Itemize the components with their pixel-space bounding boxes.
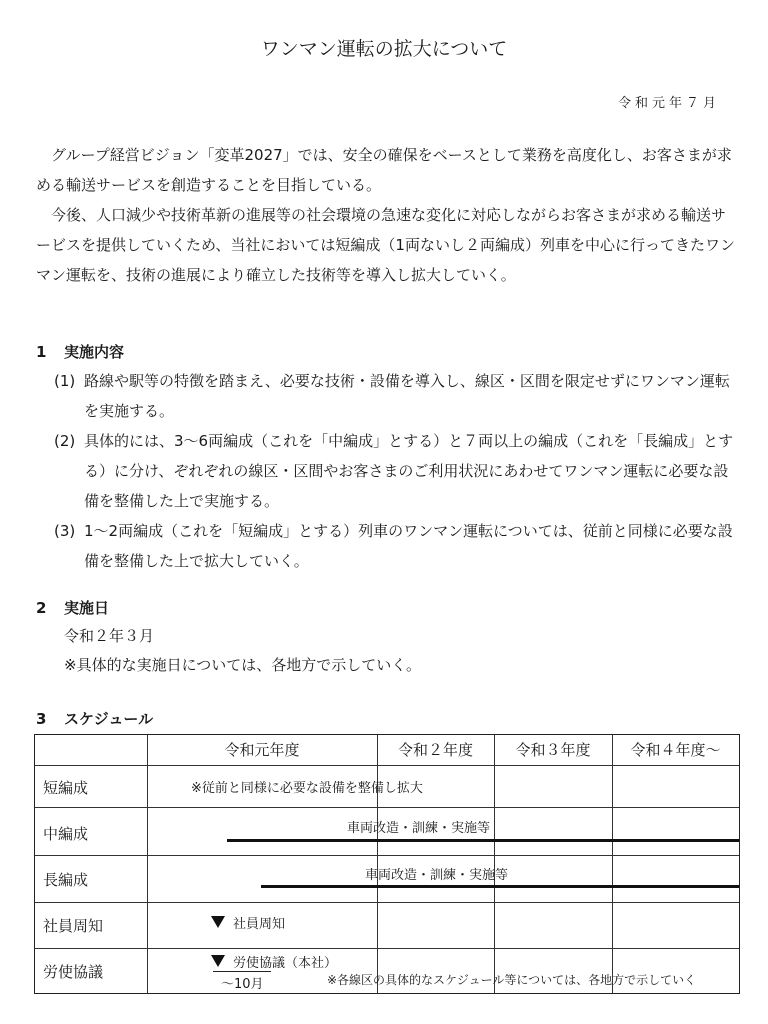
- labor-talks-note: 労使協議（本社）: [233, 956, 338, 971]
- intro-paragraph-2: 今後、人口減少や技術革新の進展等の社会環境の急速な変化に対応しながらお客さまが求める輸送サービスを提供していくため、当社においては短編成（1両ないし２両編成）列車を中心に行ってきたワンマン運転を、技術の進展により確立した技術等を導入し拡大していく。: [36, 206, 735, 284]
- row-divider: [35, 855, 739, 856]
- schedule-footnote: ※各線区の具体的なスケジュール等については、各地方で示していく: [327, 973, 697, 987]
- section-number: 3: [36, 710, 47, 728]
- short-train-note: ※従前と同様に必要な設備を整備し拡大: [191, 781, 423, 796]
- item-text: 具体的には、3〜6両編成（これを「中編成」とする）と７両以上の編成（これを「長編成」とする）に分け、ぞれぞれの線区・区間やお客さまのご利用状況にあわせてワンマン運転に必要な設備を整備した上で実施する。: [84, 432, 734, 510]
- section-1-heading: [36, 341, 124, 362]
- row-label-staff-notice: 社員周知: [43, 917, 104, 935]
- section-title: スケジュール: [64, 710, 154, 728]
- labor-talks-span-line: [213, 971, 271, 972]
- row-divider: [35, 902, 739, 903]
- section-2-heading: [36, 597, 109, 618]
- labor-talks-period: 〜10月: [221, 977, 264, 992]
- row-divider: [35, 807, 739, 808]
- row-divider: [35, 765, 739, 766]
- document-title: ワンマン運転の拡大について: [260, 38, 508, 60]
- implementation-note: ※具体的な実施日については、各地方で示していく。: [64, 656, 421, 674]
- medium-train-bar: [227, 839, 739, 842]
- column-divider: [612, 735, 613, 993]
- section-number: 2: [36, 599, 47, 617]
- row-label-short-train: 短編成: [43, 779, 89, 797]
- column-header: 令和４年度〜: [630, 741, 721, 759]
- schedule-table: [34, 734, 740, 994]
- item-mark: (3): [54, 522, 76, 540]
- document-date: 令和元年７月: [617, 96, 720, 111]
- column-divider: [147, 735, 148, 993]
- long-train-note: 車両改造・訓練・実施等: [365, 868, 509, 883]
- item-text: 路線や駅等の特徴を踏まえ、必要な技術・設備を導入し、線区・区間を限定せずにワンマン運転を実施する。: [84, 372, 730, 420]
- implementation-date: 令和２年３月: [64, 627, 155, 645]
- section-3-heading: [36, 708, 153, 729]
- section-number: 1: [36, 343, 47, 361]
- item-mark: (2): [54, 432, 76, 450]
- section-1-items: [54, 366, 740, 576]
- item-mark: (1): [54, 372, 76, 390]
- column-header: 令和３年度: [515, 741, 591, 759]
- row-label-medium-train: 中編成: [43, 825, 89, 843]
- column-header: 令和元年度: [224, 741, 300, 759]
- milestone-triangle-icon: [211, 916, 225, 928]
- list-item: [54, 516, 740, 576]
- medium-train-note: 車両改造・訓練・実施等: [347, 821, 491, 836]
- row-label-long-train: 長編成: [43, 871, 89, 889]
- section-title: 実施日: [64, 599, 110, 617]
- section-title: 実施内容: [64, 343, 125, 361]
- milestone-triangle-icon: [211, 955, 225, 967]
- row-divider: [35, 948, 739, 949]
- row-label-labor-talks: 労使協議: [43, 963, 104, 981]
- long-train-bar: [261, 885, 739, 888]
- item-text: 1〜2両編成（これを「短編成」とする）列車のワンマン運転については、従前と同様に必要な設備を整備した上で拡大していく。: [84, 522, 733, 570]
- intro-paragraph-1: グループ経営ビジョン「変革2027」では、安全の確保をベースとして業務を高度化し、お客さまが求める輸送サービスを創造することを目指している。: [36, 146, 732, 194]
- staff-notice-note: 社員周知: [233, 917, 286, 932]
- column-header: 令和２年度: [397, 741, 473, 759]
- list-item: [54, 426, 740, 516]
- list-item: [54, 366, 740, 426]
